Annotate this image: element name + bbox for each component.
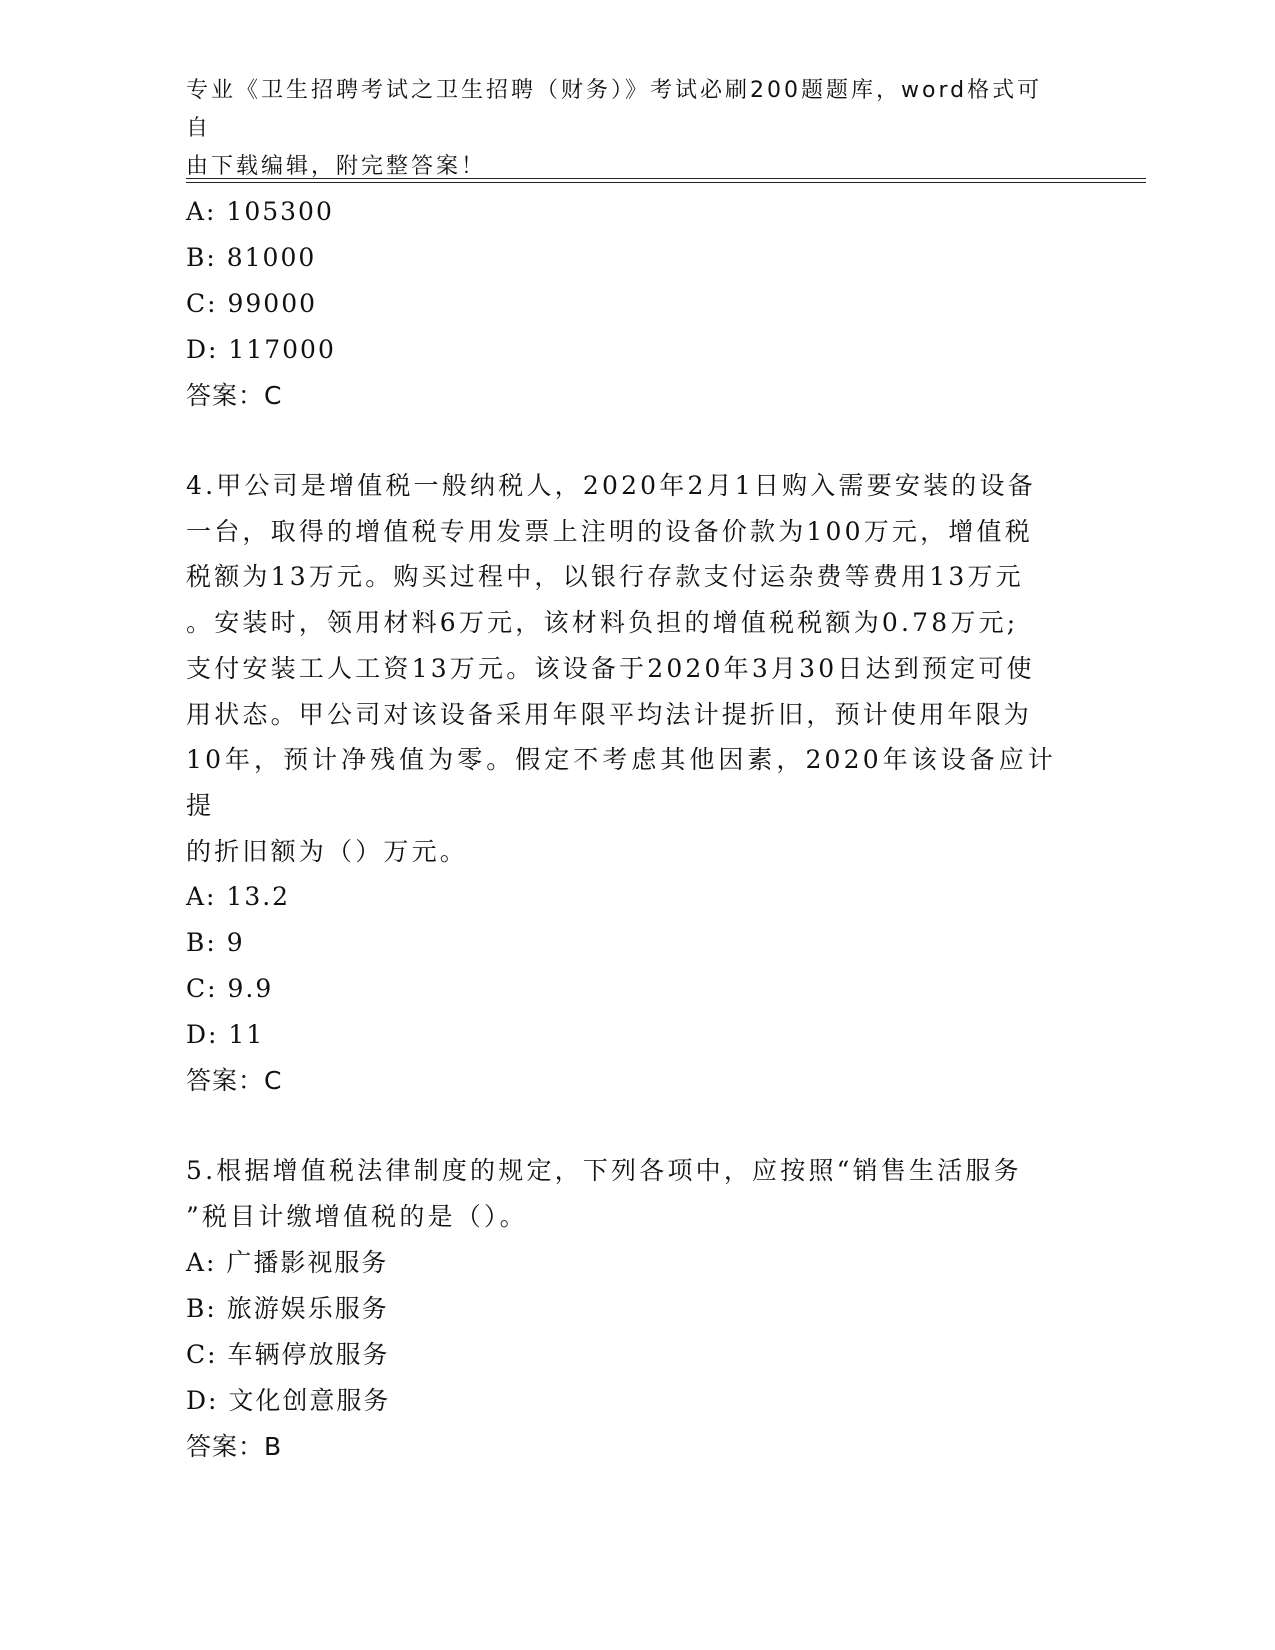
q3-option-d: D: 117000 <box>186 335 336 364</box>
q5-option-c: C: 车辆停放服务 <box>186 1339 390 1369</box>
header-divider-bottom <box>186 182 1146 183</box>
q4-stem-line: 。安装时，领用材料6万元，该材料负担的增值税税额为0.78万元; <box>186 608 1019 638</box>
q4-option-c: C: 9.9 <box>186 974 274 1004</box>
q4-stem-line: 4.甲公司是增值税一般纳税人，2020年2月1日购入需要安装的设备 <box>186 471 1036 500</box>
q3-option-a: A: 105300 <box>186 197 334 226</box>
q5-option-b: B: 旅游娱乐服务 <box>186 1293 389 1323</box>
q4-stem-line: 用状态。甲公司对该设备采用年限平均法计提折旧，预计使用年限为 <box>186 699 1033 729</box>
q4-stem-line: 一台，取得的增值税专用发票上注明的设备价款为100万元，增值税 <box>186 516 1033 546</box>
q4-answer: 答案：C <box>186 1066 283 1096</box>
header-line-2: 由下载编辑，附完整答案！ <box>186 154 487 179</box>
q5-answer: 答案：B <box>186 1431 283 1461</box>
q5-stem-line: 5.根据增值税法律制度的规定，下列各项中，应按照“销售生活服务 <box>186 1156 1022 1186</box>
q4-option-a: A: 13.2 <box>186 882 291 912</box>
document-header <box>186 72 1066 186</box>
q4-option-d: D: 11 <box>186 1020 265 1050</box>
question-3 <box>186 189 1086 419</box>
q3-option-c: C: 99000 <box>186 289 318 318</box>
spacer <box>186 1104 1086 1148</box>
q3-option-b: B: 81000 <box>186 243 317 272</box>
q4-stem-line: 税额为13万元。购买过程中，以银行存款支付运杂费等费用13万元 <box>186 562 1024 592</box>
q5-stem <box>186 1148 1056 1239</box>
q4-option-b: B: 9 <box>186 928 245 958</box>
question-4 <box>186 463 1086 1104</box>
question-content <box>186 189 1086 1470</box>
q4-stem-line: 的折旧额为（）万元。 <box>186 836 469 866</box>
q4-stem-line: 支付安装工人工资13万元。该设备于2020年3月30日达到预定可使 <box>186 653 1035 683</box>
q5-option-d: D: 文化创意服务 <box>186 1385 391 1415</box>
q4-stem <box>186 463 1056 874</box>
spacer <box>186 419 1086 463</box>
header-line-1: 专业《卫生招聘考试之卫生招聘（财务）》考试必刷200题题库，word格式可自 <box>186 78 1043 141</box>
header-divider-top <box>186 178 1146 179</box>
q5-option-a: A: 广播影视服务 <box>186 1247 389 1277</box>
q3-answer: 答案：C <box>186 381 283 410</box>
q4-stem-line: 10年，预计净残值为零。假定不考虑其他因素，2020年该设备应计提 <box>186 745 1056 820</box>
q5-stem-line: ”税目计缴增值税的是（）。 <box>186 1202 528 1232</box>
question-5 <box>186 1148 1086 1469</box>
